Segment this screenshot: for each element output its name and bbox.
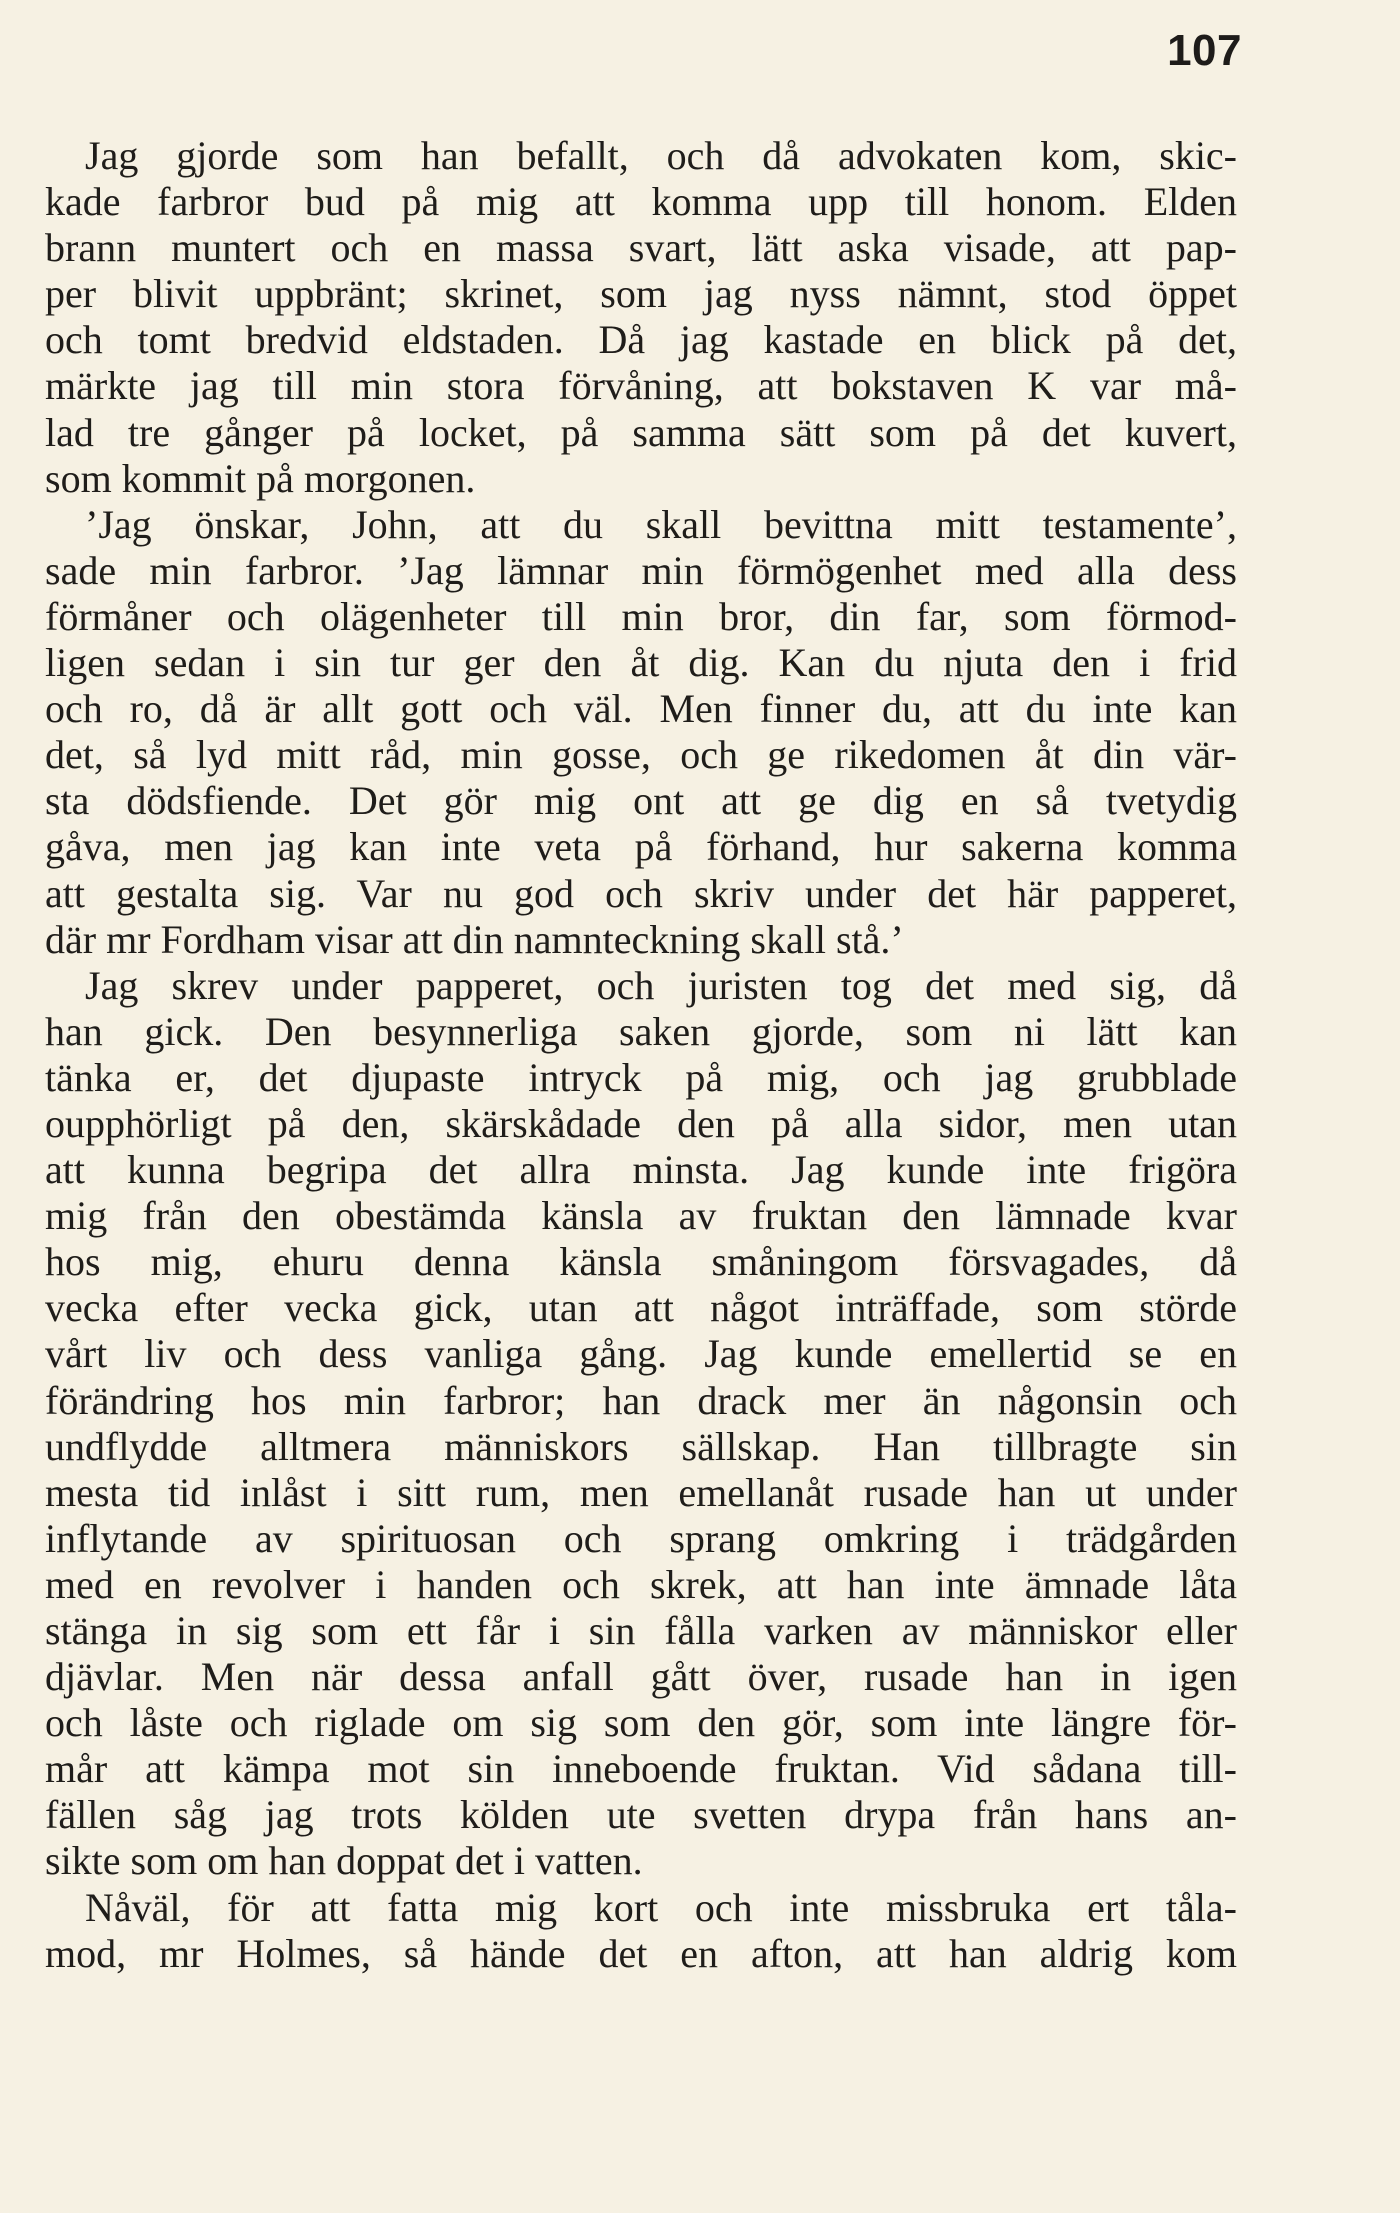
text-line: förmåner och olägenheter till min bror, din far, som förmod- xyxy=(45,593,1237,639)
text-line: brann muntert och en massa svart, lätt aska visade, att pap- xyxy=(45,225,1237,271)
text-line: Nåväl, för att fatta mig kort och inte missbruka ert tåla- xyxy=(85,1884,1237,1930)
text-line: som kommit på morgonen. xyxy=(45,455,476,501)
text-line: hos mig, ehuru denna känsla småningom försvagades, då xyxy=(45,1239,1237,1285)
text-line: kade farbror bud på mig att komma upp till honom. Elden xyxy=(45,179,1237,225)
text-line: och ro, då är allt gott och väl. Men finner du, att du inte kan xyxy=(45,686,1237,732)
text-line: lad tre gånger på locket, på samma sätt som på det kuvert, xyxy=(45,409,1237,455)
text-line: ligen sedan i sin tur ger den åt dig. Kan du njuta den i frid xyxy=(45,640,1237,686)
text-line: och låste och riglade om sig som den gör, som inte längre för- xyxy=(45,1700,1237,1746)
text-line: ’Jag önskar, John, att du skall bevittna mitt testamente’, xyxy=(85,501,1237,547)
text-line: oupphörligt på den, skärskådade den på alla sidor, men utan xyxy=(45,1100,1237,1146)
text-line: gåva, men jag kan inte veta på förhand, hur sakerna komma xyxy=(45,824,1237,870)
text-line: mår att kämpa mot sin inneboende fruktan. Vid sådana till- xyxy=(45,1746,1237,1792)
body-text xyxy=(45,133,1237,1977)
text-line: Jag skrev under papperet, och juristen tog det med sig, då xyxy=(85,962,1237,1008)
text-line: sta dödsfiende. Det gör mig ont att ge dig en så tvetydig xyxy=(45,778,1237,824)
text-line: förändring hos min farbror; han drack mer än någonsin och xyxy=(45,1377,1237,1423)
text-line: och tomt bredvid eldstaden. Då jag kastade en blick på det, xyxy=(45,317,1237,363)
text-line: mig från den obestämda känsla av fruktan den lämnade kvar xyxy=(45,1193,1237,1239)
text-line: undflydde alltmera människors sällskap. Han tillbragte sin xyxy=(45,1423,1237,1469)
text-line: med en revolver i handen och skrek, att han inte ämnade låta xyxy=(45,1561,1237,1607)
text-line: det, så lyd mitt råd, min gosse, och ge rikedomen åt din vär- xyxy=(45,732,1237,778)
text-line: tänka er, det djupaste intryck på mig, och jag grubblade xyxy=(45,1054,1237,1100)
text-line: mesta tid inlåst i sitt rum, men emellanåt rusade han ut under xyxy=(45,1469,1237,1515)
text-line: mod, mr Holmes, så hände det en afton, att han aldrig kom xyxy=(45,1930,1237,1976)
text-line: sikte som om han doppat det i vatten. xyxy=(45,1838,643,1884)
text-line: han gick. Den besynnerliga saken gjorde, som ni lätt kan xyxy=(45,1008,1237,1054)
text-line: sade min farbror. ’Jag lämnar min förmögenhet med alla dess xyxy=(45,547,1237,593)
text-line: vårt liv och dess vanliga gång. Jag kunde emellertid se en xyxy=(45,1331,1237,1377)
text-line: per blivit uppbränt; skrinet, som jag nyss nämnt, stod öppet xyxy=(45,271,1237,317)
text-line: Jag gjorde som han befallt, och då advokaten kom, skic- xyxy=(85,133,1237,178)
text-line: att gestalta sig. Var nu god och skriv under det här papperet, xyxy=(45,870,1237,916)
text-line: att kunna begripa det allra minsta. Jag kunde inte frigöra xyxy=(45,1147,1237,1193)
text-line: vecka efter vecka gick, utan att något inträffade, som störde xyxy=(45,1285,1237,1331)
text-line: märkte jag till min stora förvåning, att bokstaven K var må- xyxy=(45,363,1237,409)
page-number: 107 xyxy=(1167,26,1242,75)
text-line: djävlar. Men när dessa anfall gått över, rusade han in igen xyxy=(45,1654,1237,1700)
text-line: inflytande av spirituosan och sprang omkring i trädgården xyxy=(45,1515,1237,1561)
text-line: fällen såg jag trots kölden ute svetten drypa från hans an- xyxy=(45,1792,1237,1838)
text-line: där mr Fordham visar att din namnteckning skall stå.’ xyxy=(45,916,904,962)
text-line: stänga in sig som ett får i sin fålla varken av människor eller xyxy=(45,1608,1237,1653)
